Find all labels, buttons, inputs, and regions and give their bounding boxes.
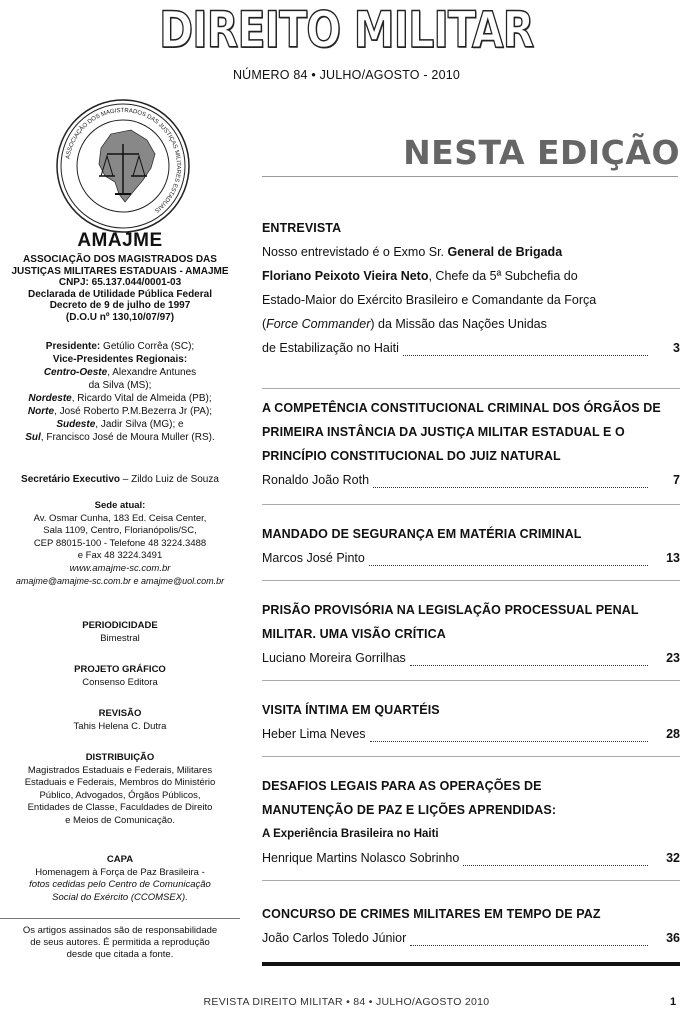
- review-block: [0, 708, 240, 733]
- design-block: [0, 664, 240, 689]
- toc-entry-leader: [262, 846, 680, 870]
- toc-entry-title: ENTREVISTA: [262, 221, 342, 235]
- review-heading: REVISÃO: [98, 708, 142, 719]
- toc-entry-article[interactable]: [262, 774, 680, 870]
- distribution-line: e Meios de Comunicação.: [65, 814, 175, 826]
- dot-leader: [403, 355, 648, 356]
- toc-entry-leader: [262, 336, 680, 360]
- seal-ring-text: ASSOCIAÇÃO DOS MAGISTRADOS DAS JUSTIÇAS MILITARES ESTADUAIS: [65, 107, 182, 214]
- region-line: Centro-Oeste, Alexandre Antunes: [43, 367, 197, 378]
- address-line: Sala 1109, Centro, Florianópolis/SC,: [43, 525, 197, 536]
- toc-entry-author: Luciano Moreira Gorrilhas: [262, 651, 406, 665]
- president-label: Presidente:: [45, 341, 101, 352]
- region-line: da Silva (MS);: [88, 380, 152, 391]
- toc-entry-title: MILITAR. UMA VISÃO CRÍTICA: [262, 627, 446, 641]
- secretary-line: [0, 474, 240, 485]
- distribution-heading: DISTRIBUIÇÃO: [85, 752, 155, 763]
- toc-entry-author: Ronaldo João Roth: [262, 473, 370, 487]
- website: www.amajme-sc.com.br: [69, 562, 171, 574]
- entry-divider: [262, 880, 680, 881]
- dot-leader: [410, 945, 648, 946]
- toc-page-number: 36: [666, 931, 680, 945]
- distribution-line: Público, Advogados, Órgãos Públicos,: [39, 789, 201, 801]
- dot-leader: [370, 741, 648, 742]
- region-line: Sul, Francisco José de Moura Muller (RS).: [25, 432, 215, 443]
- toc-entry-leader: [262, 468, 680, 492]
- toc-entry-article[interactable]: [262, 902, 680, 950]
- entry-divider: [262, 504, 680, 505]
- vp-label: Vice-Presidentes Regionais:: [52, 354, 188, 365]
- disclaimer: [0, 918, 240, 961]
- toc-entry-title: PRINCÍPIO CONSTITUCIONAL DO JUIZ NATURAL: [262, 449, 561, 463]
- toc-entry-title: A COMPETÊNCIA CONSTITUCIONAL CRIMINAL DOS ÓRGÃOS DE: [262, 401, 661, 415]
- cover-heading: CAPA: [106, 854, 134, 865]
- bottom-thick-rule: [262, 962, 680, 966]
- toc-entry-interview[interactable]: [262, 216, 680, 360]
- org-line: CNPJ: 65.137.044/0001-03: [58, 277, 182, 288]
- toc-page-number: 28: [666, 727, 680, 741]
- periodicity-value: Bimestral: [100, 632, 140, 644]
- dot-leader: [410, 665, 648, 666]
- toc-entry-title: PRISÃO PROVISÓRIA NA LEGISLAÇÃO PROCESSUAL PENAL: [262, 603, 639, 617]
- toc-entry-title: MANUTENÇÃO DE PAZ E LIÇÕES APRENDIDAS:: [262, 803, 557, 817]
- toc-entry-title: CONCURSO DE CRIMES MILITARES EM TEMPO DE PAZ: [262, 907, 601, 921]
- board-list: [0, 340, 240, 444]
- masthead: [0, 2, 693, 58]
- org-line: ASSOCIAÇÃO DOS MAGISTRADOS DAS: [23, 254, 217, 265]
- org-line: (D.O.U nº 130,10/07/97): [65, 311, 175, 323]
- cover-value: Homenagem à Força de Paz Brasileira -: [35, 866, 205, 878]
- region-line: Nordeste, Ricardo Vital de Almeida (PB);: [28, 393, 212, 404]
- amajme-seal-logo: [55, 98, 191, 234]
- org-acronym: AMAJME: [77, 230, 163, 251]
- emails: amajme@amajme-sc.com.br e amajme@uol.com.br: [15, 576, 225, 586]
- toc-entry-title: MANDADO DE SEGURANÇA EM MATÉRIA CRIMINAL: [262, 527, 582, 541]
- toc-entry-title: DESAFIOS LEGAIS PARA AS OPERAÇÕES DE: [262, 779, 542, 793]
- president-name: Getúlio Corrêa (SC);: [103, 341, 195, 352]
- address-line: Av. Osmar Cunha, 183 Ed. Ceisa Center,: [33, 512, 207, 524]
- toc-entry-subtitle: A Experiência Brasileira no Haiti: [262, 828, 439, 840]
- dot-leader: [463, 865, 648, 866]
- org-line: Decreto de 9 de julho de 1997: [49, 300, 191, 311]
- toc-page-number: 3: [673, 341, 680, 355]
- toc-page-number: 7: [673, 473, 680, 487]
- toc-entry-article[interactable]: [262, 598, 680, 670]
- toc-entry-author: de Estabilização no Haiti: [262, 341, 399, 355]
- cover-credit: fotos cedidas pelo Centro de Comunicação: [29, 879, 211, 890]
- page-footer: REVISTA DIREITO MILITAR • 84 • JULHO/AGOSTO 2010: [203, 996, 490, 1008]
- toc-entry-leader: [262, 646, 680, 670]
- design-value: Consenso Editora: [82, 676, 158, 688]
- issue-line: NÚMERO 84 • JULHO/AGOSTO - 2010: [232, 68, 461, 82]
- distribution-block: [0, 752, 240, 827]
- region-line: Sudeste, Jadir Silva (MG); e: [56, 419, 184, 430]
- toc-entry-article[interactable]: [262, 396, 680, 492]
- secretary-name: – Zildo Luiz de Souza: [119, 474, 219, 485]
- toc-page-number: 32: [666, 851, 680, 865]
- toc-entry-author: Heber Lima Neves: [262, 727, 366, 741]
- president-line: [0, 340, 240, 353]
- cover-block: [0, 854, 240, 904]
- periodicity-block: [0, 620, 240, 645]
- entry-divider: [262, 580, 680, 581]
- disclaimer-line: desde que citada a fonte.: [66, 949, 174, 960]
- toc-entry-title: PRIMEIRA INSTÂNCIA DA JUSTIÇA MILITAR ESTADUAL E O: [262, 425, 625, 439]
- entry-divider: [262, 680, 680, 681]
- distribution-line: Magistrados Estaduais e Federais, Militares: [27, 764, 213, 776]
- toc-entry-article[interactable]: [262, 522, 680, 570]
- toc-entry-desc: Floriano Peixoto Vieira Neto, Chefe da 5ª Subchefia do: [262, 269, 578, 283]
- toc-entry-title: VISITA ÍNTIMA EM QUARTÉIS: [262, 703, 440, 717]
- periodicity-heading: PERIODICIDADE: [82, 620, 158, 631]
- org-line: Declarada de Utilidade Pública Federal: [28, 288, 212, 300]
- dot-leader: [373, 487, 648, 488]
- toc-page-number: 13: [666, 551, 680, 565]
- entry-divider: [262, 756, 680, 757]
- address-heading: Sede atual:: [94, 500, 146, 511]
- page-number: 1: [670, 996, 677, 1008]
- org-line: JUSTIÇAS MILITARES ESTADUAIS - AMAJME: [11, 265, 229, 277]
- toc-entry-author: João Carlos Toledo Júnior: [262, 931, 407, 945]
- heading-rule: [262, 176, 678, 177]
- toc-entry-desc: Nosso entrevistado é o Exmo Sr. General de Brigada: [262, 245, 563, 259]
- secretary-label: Secretário Executivo: [21, 474, 120, 485]
- design-heading: PROJETO GRÁFICO: [74, 664, 166, 675]
- disclaimer-line: Os artigos assinados são de responsabilidade: [22, 925, 218, 936]
- toc-entry-desc: Estado-Maior do Exército Brasileiro e Comandante da Força: [262, 293, 597, 307]
- toc-entry-article[interactable]: [262, 698, 680, 746]
- address-line: e Fax 48 3224.3491: [77, 550, 163, 561]
- dot-leader: [369, 565, 648, 566]
- distribution-line: Entidades de Classe, Faculdades de Direito: [27, 802, 213, 813]
- address-block: [0, 500, 240, 588]
- toc-entry-leader: [262, 926, 680, 950]
- toc-page-number: 23: [666, 651, 680, 665]
- cover-credit: Social do Exército (CCOMSEX).: [52, 891, 188, 903]
- distribution-line: Estaduais e Federais, Membros do Ministério: [24, 777, 216, 788]
- toc-entry-author: Henrique Martins Nolasco Sobrinho: [262, 851, 460, 865]
- region-line: Norte, José Roberto P.M.Bezerra Jr (PA);: [27, 406, 213, 417]
- entry-divider: [262, 388, 680, 389]
- toc-entry-desc: (Force Commander) da Missão das Nações Unidas: [262, 317, 547, 331]
- disclaimer-line: de seus autores. É permitida a reprodução: [30, 937, 210, 948]
- magazine-title: DIREITO MILITAR: [159, 1, 534, 59]
- org-details: [0, 254, 240, 323]
- toc-entry-leader: [262, 546, 680, 570]
- toc-heading: NESTA EDIÇÃO: [403, 133, 680, 172]
- left-column: [0, 88, 240, 988]
- toc-entry-leader: [262, 722, 680, 746]
- toc-entry-author: Marcos José Pinto: [262, 551, 365, 565]
- address-line: CEP 88015-100 - Telefone 48 3224.3488: [33, 537, 207, 549]
- review-value: Tahis Helena C. Dutra: [73, 720, 167, 732]
